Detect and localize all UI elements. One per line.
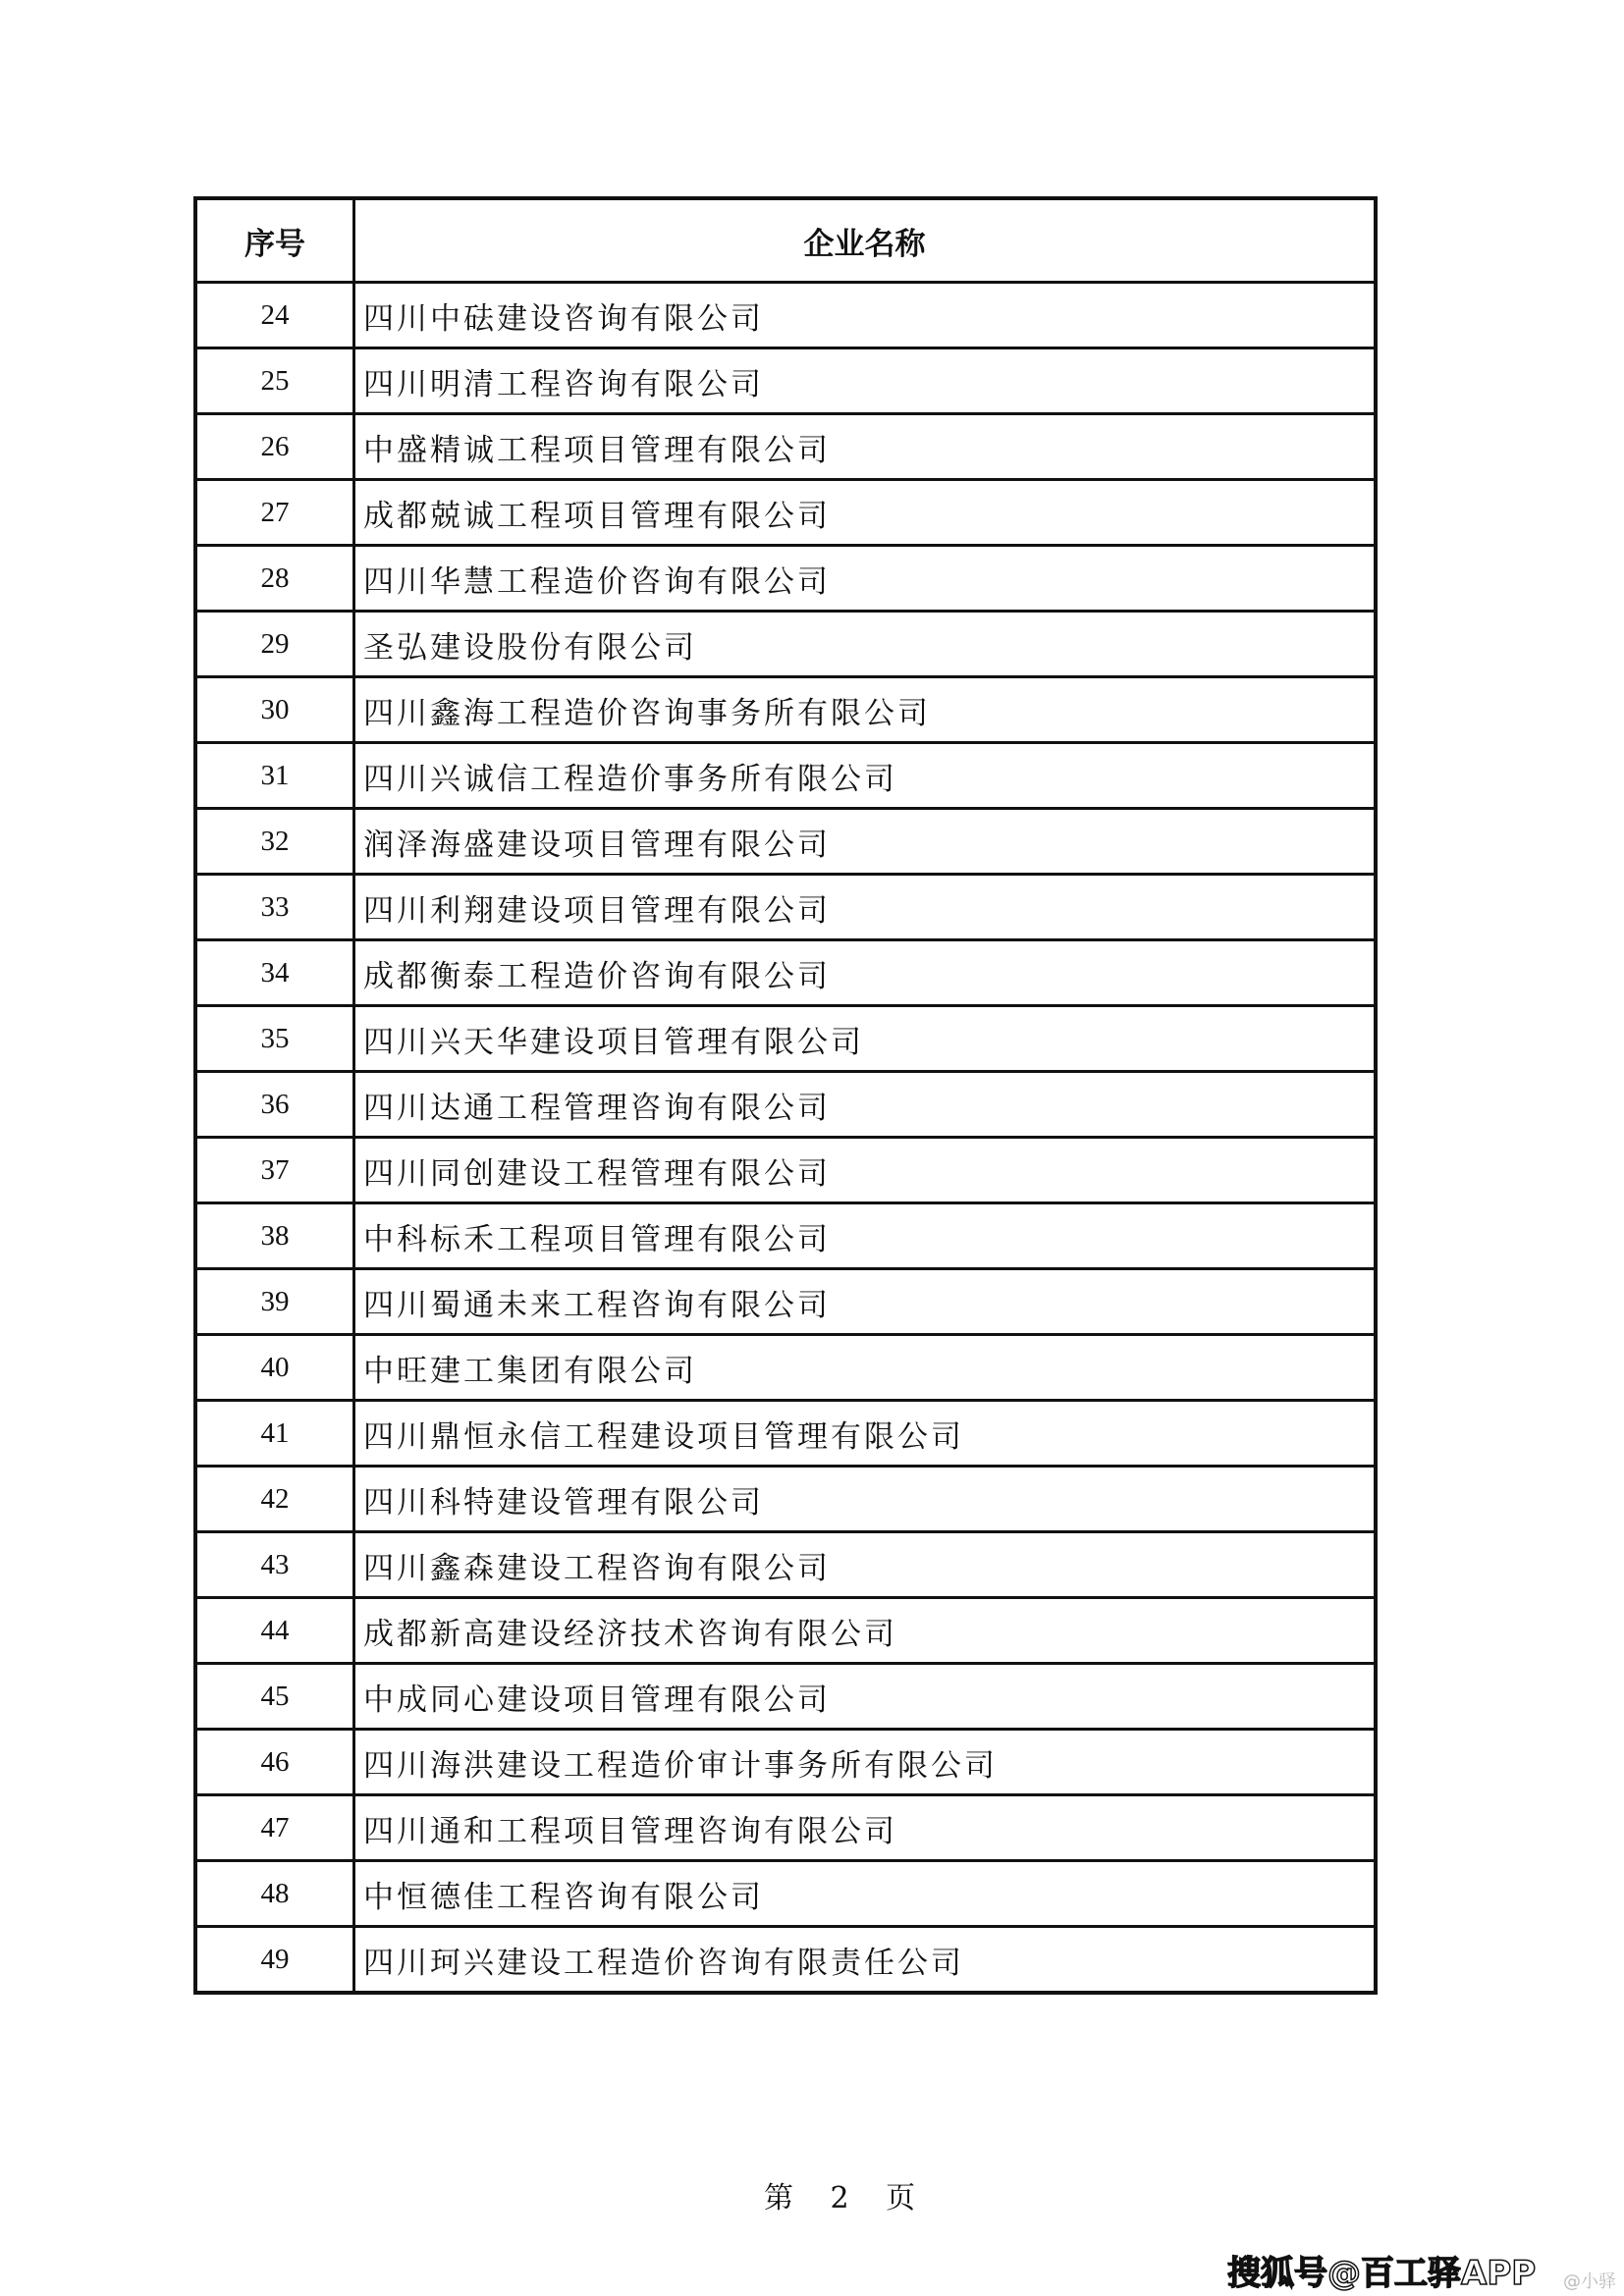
table-body xyxy=(195,283,1376,1994)
company-name: 四川中砝建设咨询有限公司 xyxy=(354,283,1377,348)
table-row xyxy=(195,480,1376,546)
table-row xyxy=(195,348,1376,414)
row-index: 34 xyxy=(195,940,354,1006)
row-index: 25 xyxy=(195,348,354,414)
table-header-row xyxy=(195,198,1376,283)
header-company-name: 企业名称 xyxy=(354,198,1377,283)
row-index: 40 xyxy=(195,1335,354,1401)
row-index: 29 xyxy=(195,612,354,677)
company-name: 中科标禾工程项目管理有限公司 xyxy=(354,1203,1377,1269)
company-name: 四川鑫海工程造价咨询事务所有限公司 xyxy=(354,677,1377,743)
table-row xyxy=(195,677,1376,743)
company-name: 四川科特建设管理有限公司 xyxy=(354,1467,1377,1532)
table-row xyxy=(195,1598,1376,1664)
row-index: 49 xyxy=(195,1927,354,1994)
table-row xyxy=(195,414,1376,480)
row-index: 30 xyxy=(195,677,354,743)
company-name: 四川明清工程咨询有限公司 xyxy=(354,348,1377,414)
table-row xyxy=(195,1861,1376,1927)
row-index: 26 xyxy=(195,414,354,480)
watermark-small: @小驿 xyxy=(1563,2271,1616,2292)
row-index: 47 xyxy=(195,1795,354,1861)
table-row xyxy=(195,940,1376,1006)
table-row xyxy=(195,1335,1376,1401)
company-name: 四川达通工程管理咨询有限公司 xyxy=(354,1072,1377,1138)
row-index: 35 xyxy=(195,1006,354,1072)
company-name: 四川珂兴建设工程造价咨询有限责任公司 xyxy=(354,1927,1377,1994)
table-row xyxy=(195,1138,1376,1203)
company-name: 四川兴诚信工程造价事务所有限公司 xyxy=(354,743,1377,809)
table-row xyxy=(195,875,1376,940)
table-row xyxy=(195,809,1376,875)
row-index: 42 xyxy=(195,1467,354,1532)
table-row xyxy=(195,1532,1376,1598)
header-index: 序号 xyxy=(195,198,354,283)
row-index: 31 xyxy=(195,743,354,809)
row-index: 48 xyxy=(195,1861,354,1927)
company-name: 四川鑫森建设工程咨询有限公司 xyxy=(354,1532,1377,1598)
row-index: 43 xyxy=(195,1532,354,1598)
company-name: 四川鼎恒永信工程建设项目管理有限公司 xyxy=(354,1401,1377,1467)
company-name: 四川兴天华建设项目管理有限公司 xyxy=(354,1006,1377,1072)
company-name: 成都兢诚工程项目管理有限公司 xyxy=(354,480,1377,546)
row-index: 46 xyxy=(195,1730,354,1795)
row-index: 28 xyxy=(195,546,354,612)
table-row xyxy=(195,546,1376,612)
table-row xyxy=(195,1927,1376,1994)
company-name: 四川蜀通未来工程咨询有限公司 xyxy=(354,1269,1377,1335)
company-name: 圣弘建设股份有限公司 xyxy=(354,612,1377,677)
table-row xyxy=(195,1269,1376,1335)
company-name: 中成同心建设项目管理有限公司 xyxy=(354,1664,1377,1730)
company-table xyxy=(193,196,1378,1995)
company-name: 四川华慧工程造价咨询有限公司 xyxy=(354,546,1377,612)
table-row xyxy=(195,1006,1376,1072)
row-index: 24 xyxy=(195,283,354,348)
table-row xyxy=(195,1795,1376,1861)
row-index: 44 xyxy=(195,1598,354,1664)
company-name: 四川通和工程项目管理咨询有限公司 xyxy=(354,1795,1377,1861)
watermark: 搜狐号@百工驿APP xyxy=(1227,2254,1537,2293)
table-row xyxy=(195,1467,1376,1532)
company-name: 润泽海盛建设项目管理有限公司 xyxy=(354,809,1377,875)
table-row xyxy=(195,1203,1376,1269)
row-index: 41 xyxy=(195,1401,354,1467)
company-name: 中旺建工集团有限公司 xyxy=(354,1335,1377,1401)
company-name: 四川同创建设工程管理有限公司 xyxy=(354,1138,1377,1203)
row-index: 36 xyxy=(195,1072,354,1138)
table-row xyxy=(195,1664,1376,1730)
row-index: 27 xyxy=(195,480,354,546)
row-index: 45 xyxy=(195,1664,354,1730)
company-name: 四川利翔建设项目管理有限公司 xyxy=(354,875,1377,940)
table-row xyxy=(195,1730,1376,1795)
row-index: 38 xyxy=(195,1203,354,1269)
row-index: 33 xyxy=(195,875,354,940)
row-index: 37 xyxy=(195,1138,354,1203)
table-row xyxy=(195,283,1376,348)
page-number: 第 2 页 xyxy=(764,2181,930,2216)
company-name: 成都衡泰工程造价咨询有限公司 xyxy=(354,940,1377,1006)
company-name: 成都新高建设经济技术咨询有限公司 xyxy=(354,1598,1377,1664)
table-row xyxy=(195,612,1376,677)
company-name: 中恒德佳工程咨询有限公司 xyxy=(354,1861,1377,1927)
table-row xyxy=(195,1072,1376,1138)
company-name: 中盛精诚工程项目管理有限公司 xyxy=(354,414,1377,480)
row-index: 39 xyxy=(195,1269,354,1335)
table-row xyxy=(195,743,1376,809)
row-index: 32 xyxy=(195,809,354,875)
table-row xyxy=(195,1401,1376,1467)
company-name: 四川海洪建设工程造价审计事务所有限公司 xyxy=(354,1730,1377,1795)
